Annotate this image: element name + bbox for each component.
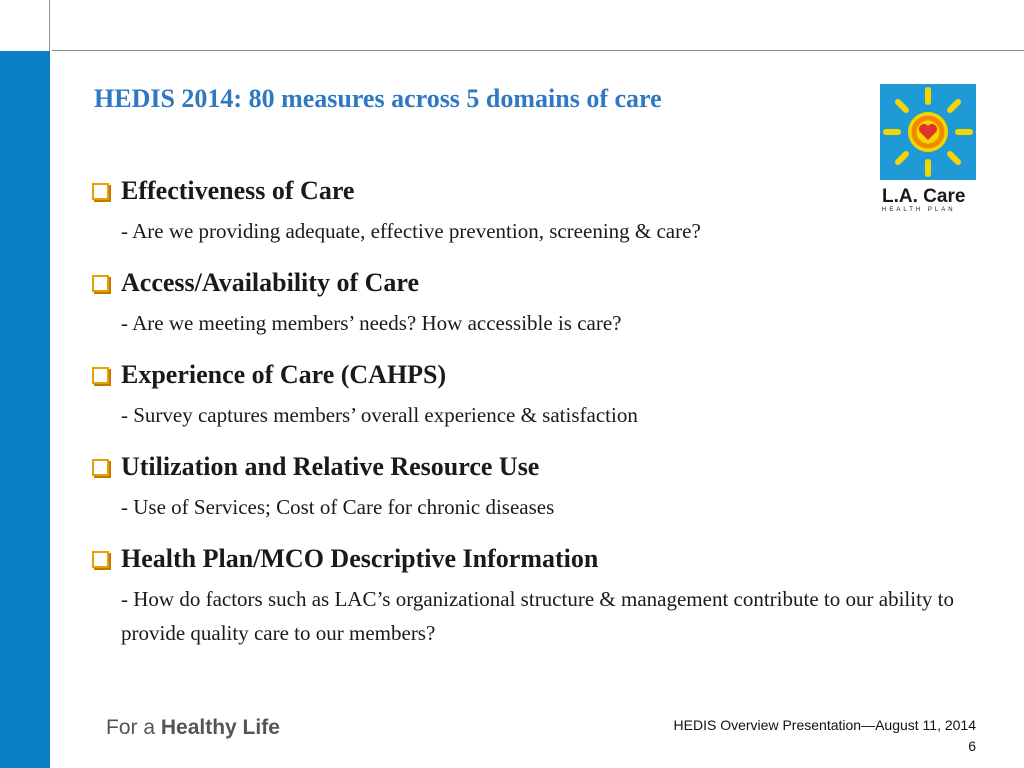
checkbox-bullet-icon: [92, 459, 109, 476]
list-item: [86, 356, 986, 448]
checkbox-bullet-icon: [92, 183, 109, 200]
domain-heading: Utilization and Relative Resource Use: [121, 452, 540, 481]
top-left-corner: [0, 0, 50, 51]
footer-tagline: [106, 716, 280, 740]
list-item: [86, 264, 986, 356]
page-number: 6: [968, 738, 976, 754]
logo-subtext: HEALTH PLAN: [882, 207, 956, 212]
checkbox-bullet-icon: [92, 275, 109, 292]
tagline-emphasis: Healthy Life: [160, 716, 280, 739]
presentation-caption: HEDIS Overview Presentation—August 11, 2014: [673, 717, 976, 733]
domain-heading: Experience of Care (CAHPS): [121, 360, 447, 389]
tagline-prefix: For a: [106, 716, 161, 739]
domain-list: [86, 172, 986, 666]
logo-wordmark: L.A. Care: [882, 186, 966, 207]
domain-heading: Access/Availability of Care: [121, 268, 419, 297]
domain-detail: - Use of Services; Cost of Care for chronic diseases: [121, 495, 555, 519]
list-item: [86, 448, 986, 540]
domain-detail: - How do factors such as LAC’s organizational structure & management contribute to our ability to provide quality care to our members?: [121, 587, 954, 645]
list-item: [86, 172, 986, 264]
checkbox-bullet-icon: [92, 367, 109, 384]
domain-detail: - Are we meeting members’ needs? How accessible is care?: [121, 311, 622, 335]
slide-title: HEDIS 2014: 80 measures across 5 domains of care: [94, 84, 662, 113]
domain-heading: Health Plan/MCO Descriptive Information: [121, 544, 599, 573]
checkbox-bullet-icon: [92, 551, 109, 568]
header-divider: [52, 50, 1024, 51]
left-accent-bar: [0, 51, 50, 768]
domain-heading: Effectiveness of Care: [121, 176, 355, 205]
domain-detail: - Survey captures members’ overall experience & satisfaction: [121, 403, 638, 427]
footer-info: [674, 715, 976, 757]
domain-detail: - Are we providing adequate, effective prevention, screening & care?: [121, 219, 701, 243]
list-item: [86, 540, 986, 666]
